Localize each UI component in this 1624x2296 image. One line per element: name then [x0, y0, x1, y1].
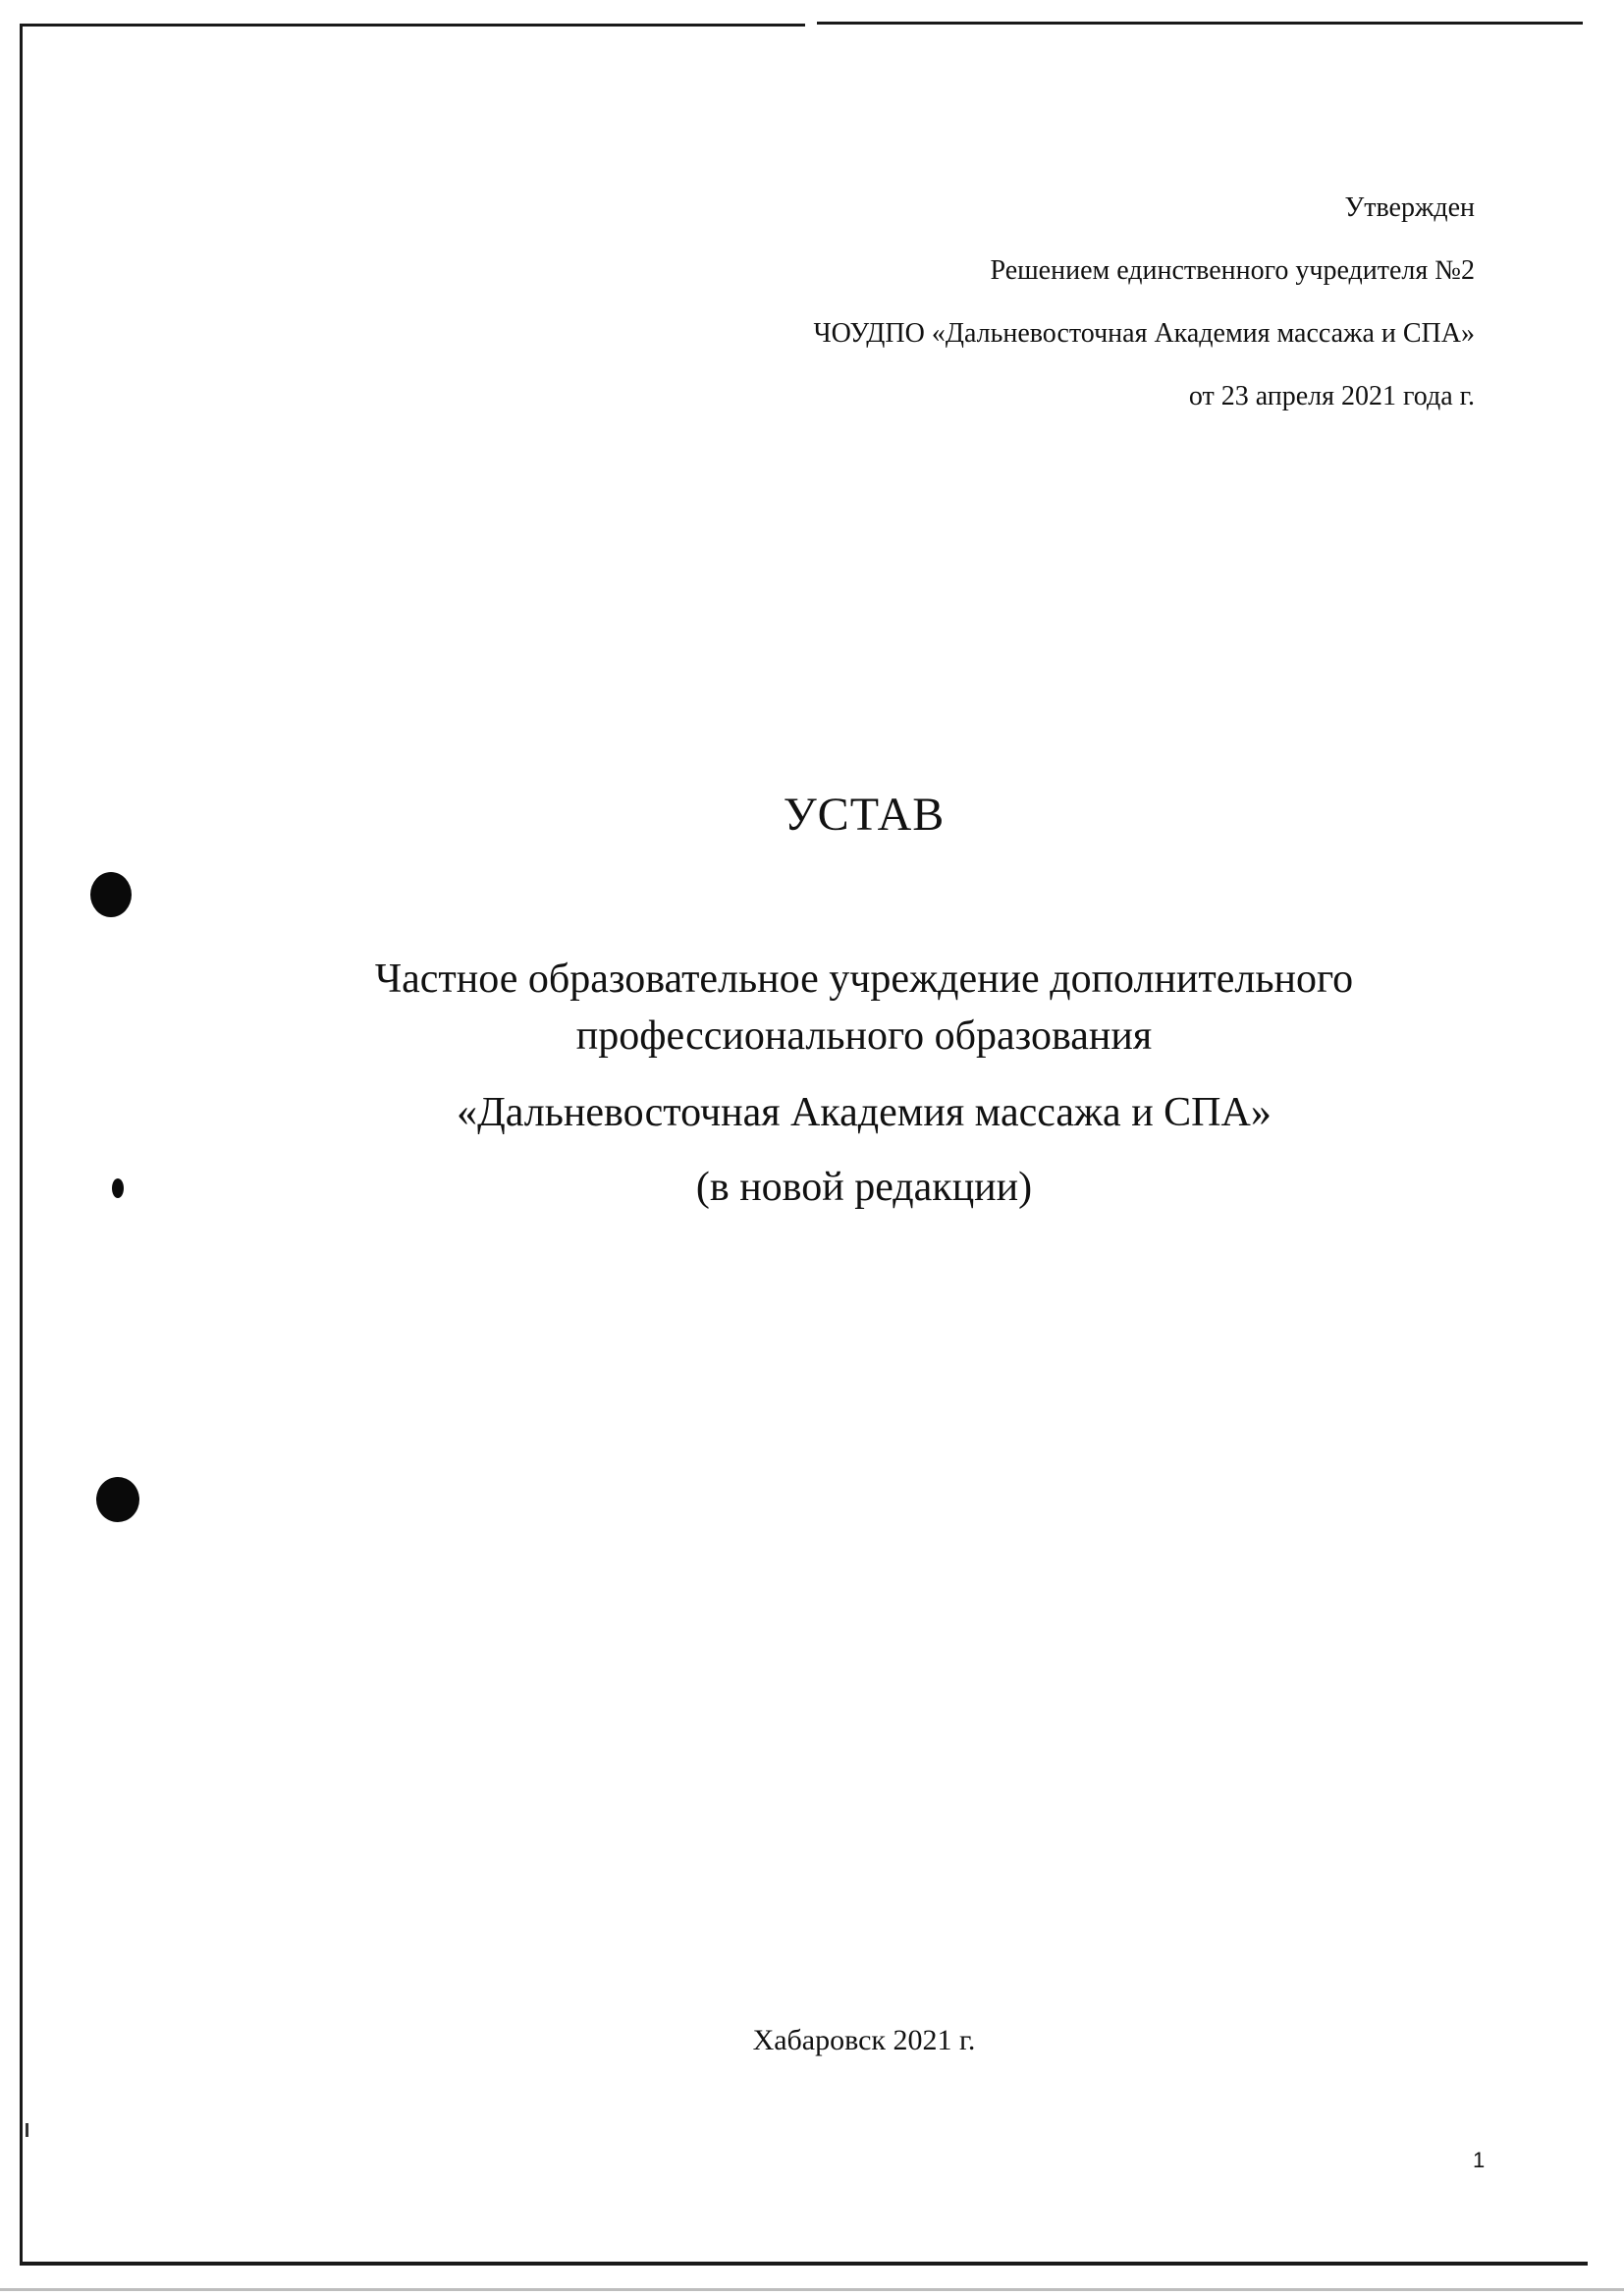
- scan-border-top-right: [817, 22, 1583, 25]
- scan-mark: [26, 2123, 28, 2137]
- organization-block: [245, 951, 1483, 1216]
- approval-heading: Утвержден: [1344, 192, 1475, 223]
- scan-border-top: [20, 24, 805, 27]
- document-title: УСТАВ: [783, 789, 946, 841]
- organization-type-line: Частное образовательное учреждение дополнительного: [374, 957, 1354, 1002]
- organization-type-line-2: профессионального образования: [575, 1013, 1153, 1059]
- binder-hole-icon: [112, 1178, 124, 1198]
- binder-hole-icon: [90, 872, 132, 917]
- approval-date: от 23 апреля 2021 года г.: [1188, 381, 1475, 411]
- page-number: 1: [1473, 2148, 1486, 2172]
- approval-block: [813, 177, 1475, 428]
- approval-decision: Решением единственного учредителя №2: [990, 255, 1475, 286]
- organization-name: «Дальневосточная Академия массажа и СПА»: [457, 1090, 1272, 1135]
- city-year: Хабаровск 2021 г.: [752, 2024, 976, 2056]
- scan-border-bottom: [20, 2262, 1588, 2266]
- scan-edge-bottom: [0, 2288, 1624, 2291]
- edition-note: (в новой редакции): [695, 1165, 1033, 1210]
- approval-organization: ЧОУДПО «Дальневосточная Академия массажа и СПА»: [813, 318, 1475, 349]
- binder-hole-icon: [96, 1477, 139, 1522]
- scan-border-left: [20, 26, 23, 2265]
